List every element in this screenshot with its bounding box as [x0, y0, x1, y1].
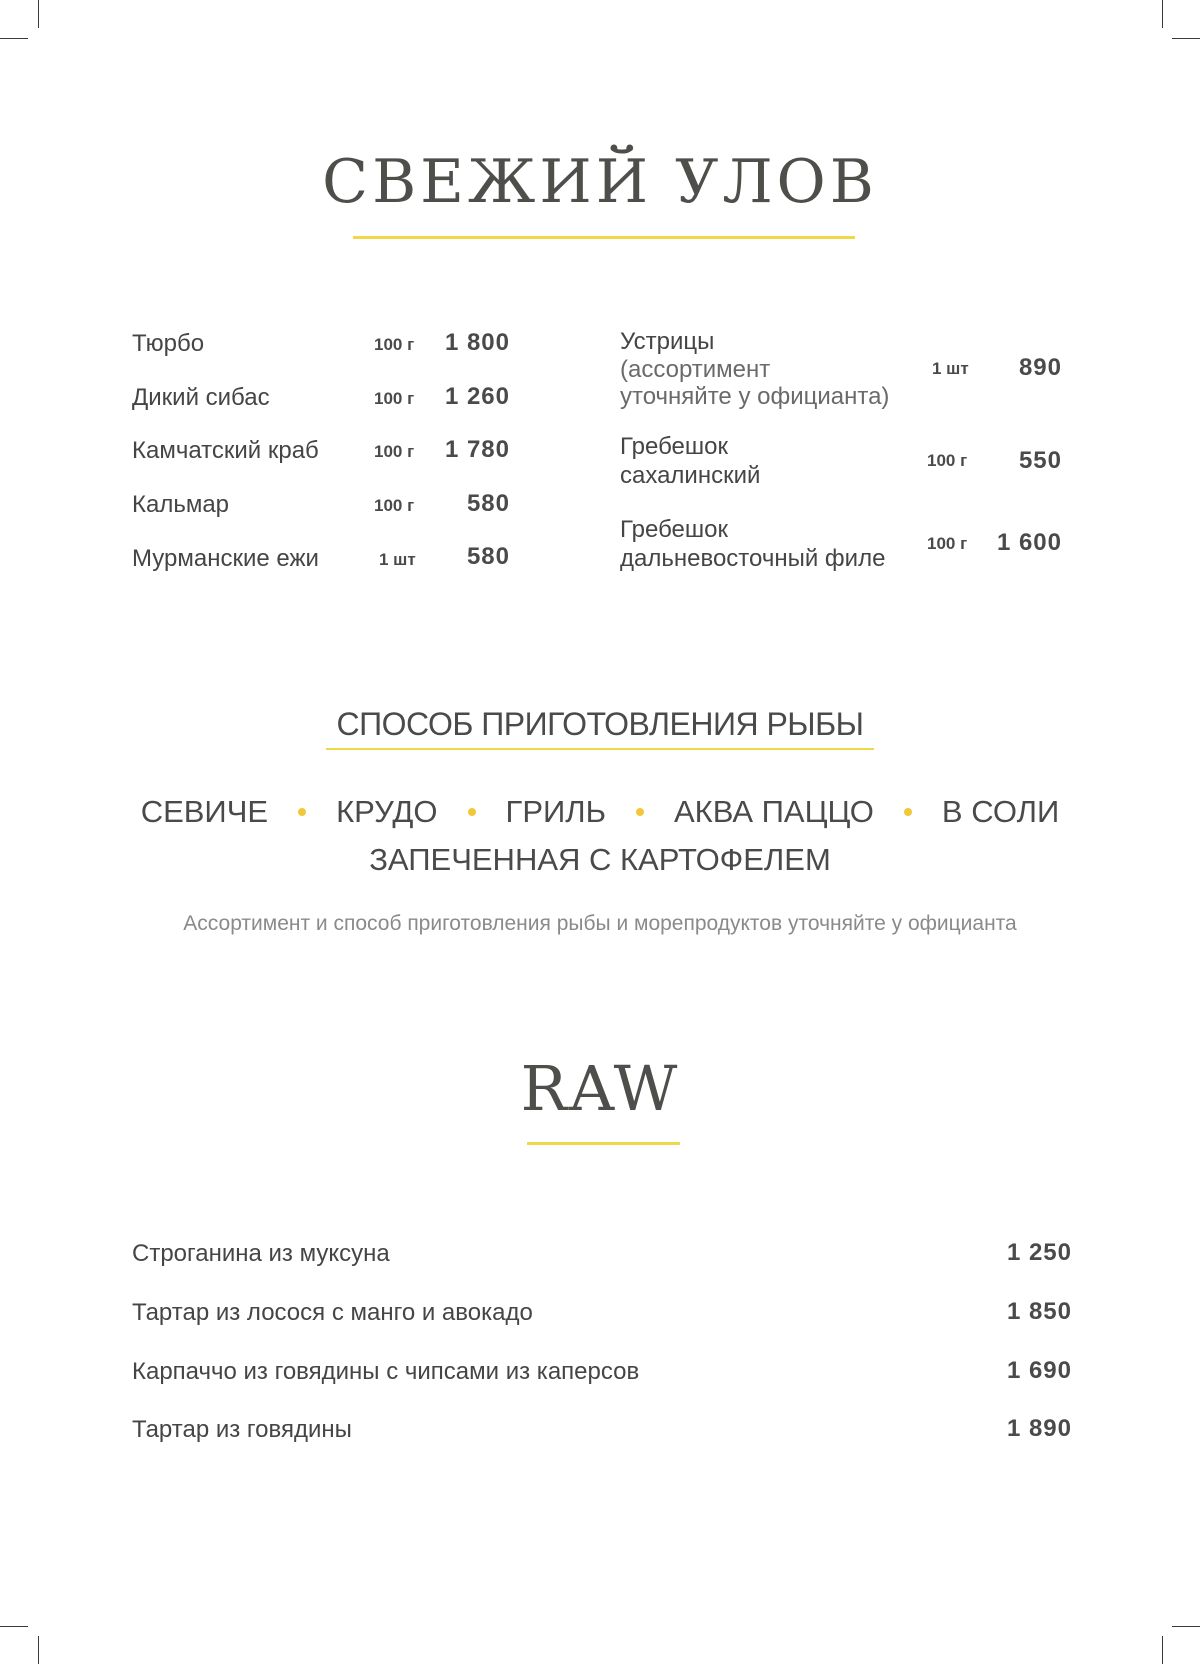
fresh-catch-title-underline — [353, 236, 855, 239]
cooking-methods-list — [0, 794, 1200, 830]
item-portion: 100 г — [374, 442, 415, 461]
method-item: АКВА ПАЦЦО — [673, 794, 874, 829]
raw-title-underline — [527, 1142, 680, 1145]
raw-title: RAW — [520, 1052, 680, 1125]
item-portion: 1 шт — [379, 550, 416, 569]
item-portion: 100 г — [374, 335, 415, 354]
item-name: Мурманские ежи — [132, 545, 319, 572]
item-price: 1 600 — [996, 529, 1062, 556]
item-portion: 100 г — [927, 451, 968, 470]
item-portion: 100 г — [374, 389, 415, 408]
item-price: 580 — [466, 490, 510, 517]
item-name: Дикий сибас — [132, 384, 270, 411]
item-price: 890 — [1018, 354, 1062, 381]
item-name: Тартар из говядины — [132, 1416, 352, 1443]
bullet-dot-icon — [298, 808, 306, 816]
item-name: Гребешок — [620, 433, 728, 460]
cooking-method-heading: СПОСОБ ПРИГОТОВЛЕНИЯ РЫБЫ — [336, 706, 864, 742]
item-name: Тюрбо — [132, 330, 205, 357]
crop-mark — [38, 1636, 39, 1664]
item-price: 550 — [1018, 447, 1062, 474]
crop-mark — [1172, 38, 1200, 39]
crop-mark — [1162, 1636, 1163, 1664]
bullet-dot-icon — [904, 808, 912, 816]
bullet-dot-icon — [468, 808, 476, 816]
item-price: 1 250 — [1006, 1239, 1072, 1266]
item-price: 1 800 — [444, 329, 510, 356]
item-name: сахалинский — [620, 462, 761, 489]
method-item: СЕВИЧЕ — [140, 794, 269, 829]
item-price: 1 890 — [1006, 1415, 1072, 1442]
method-item: КРУДО — [336, 794, 438, 829]
cooking-method-underline — [326, 748, 874, 750]
assortment-note: Ассортимент и способ приготовления рыбы и морепродуктов уточняйте у официанта — [183, 912, 1017, 935]
bullet-dot-icon — [636, 808, 644, 816]
item-portion: 100 г — [374, 496, 415, 515]
crop-mark — [0, 1626, 28, 1627]
item-name: Гребешок — [620, 516, 728, 543]
method-item: В СОЛИ — [941, 794, 1060, 829]
item-price: 1 260 — [444, 383, 510, 410]
item-name: Камчатский краб — [132, 437, 319, 464]
crop-mark — [1162, 0, 1163, 28]
method-item: ГРИЛЬ — [505, 794, 606, 829]
item-price: 1 690 — [1006, 1357, 1072, 1384]
item-name: Карпаччо из говядины с чипсами из каперсов — [132, 1358, 640, 1385]
item-price: 1 850 — [1006, 1298, 1072, 1325]
item-price: 580 — [466, 543, 510, 570]
item-name: Кальмар — [132, 491, 230, 518]
item-note: уточняйте у официанта) — [620, 383, 890, 410]
item-price: 1 780 — [444, 436, 510, 463]
crop-mark — [0, 38, 28, 39]
crop-mark — [38, 0, 39, 28]
crop-mark — [1172, 1626, 1200, 1627]
item-portion: 100 г — [927, 534, 968, 553]
fresh-catch-title: СВЕЖИЙ УЛОВ — [322, 147, 878, 217]
item-name: Устрицы — [620, 328, 715, 355]
item-name: дальневосточный филе — [620, 545, 886, 572]
item-name: Тартар из лосося с манго и авокадо — [132, 1299, 533, 1326]
method-item: ЗАПЕЧЕННАЯ С КАРТОФЕЛЕМ — [369, 842, 831, 877]
item-portion: 1 шт — [932, 359, 969, 378]
item-name: Строганина из муксуна — [132, 1240, 390, 1267]
item-note: (ассортимент — [620, 356, 771, 383]
